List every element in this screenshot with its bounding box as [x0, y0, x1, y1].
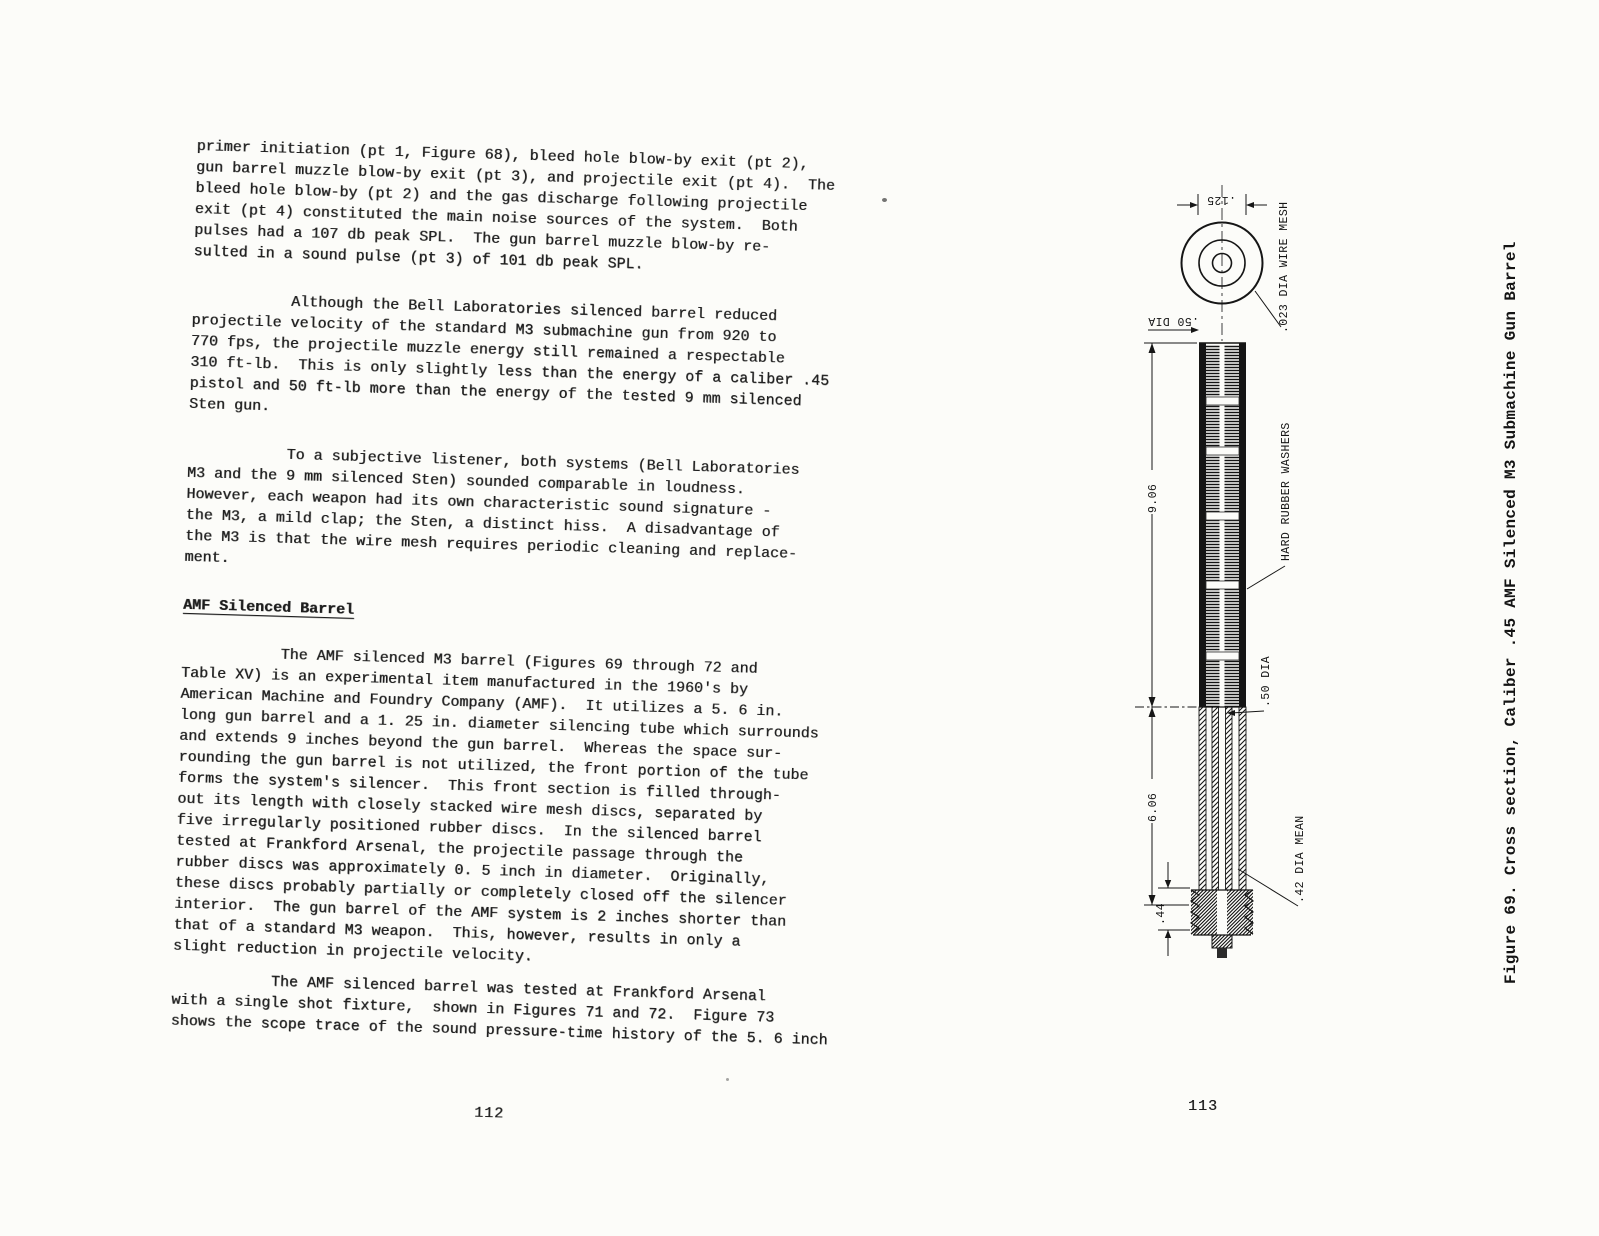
chamber-bore	[1217, 890, 1227, 935]
label-hole-dia: .125	[1206, 193, 1236, 206]
label-tube-dia-top: .50 DIA	[1147, 314, 1199, 327]
dim-length-lines	[1135, 343, 1197, 905]
label-rear-length: 6.06	[1147, 792, 1160, 822]
label-breech-length: .44	[1155, 903, 1168, 925]
section-heading: AMF Silenced Barrel	[182, 596, 355, 619]
breech-threads	[1191, 890, 1253, 958]
gun-barrel-section	[1199, 707, 1246, 890]
body-paragraph-2: Although the Bell Laboratories silenced barrel reduced projectile velocity of the standard M3 submachine gun from 920 to 770 fps, the projectile muzzle energy still remained a respectable 310 ft-lb. This is only slightly less than the energy of a caliber .45 pistol and 50 ft-lb more than the energy of the tested 9 mm silenced Sten gun.	[188, 290, 830, 416]
label-bore-dia: .42 DIA MEAN	[1294, 815, 1307, 903]
page-number-right: 113	[1188, 1098, 1219, 1115]
washers-leader-line	[1247, 566, 1285, 589]
barrel-wall-right	[1226, 707, 1233, 890]
barrel-wall-left	[1212, 707, 1219, 890]
tube-wall-left	[1199, 343, 1206, 707]
figure-caption: Figure 69. Cross section, Caliber .45 AMF Silenced M3 Submachine Gun Barrel	[1502, 241, 1520, 984]
breech-stub	[1212, 935, 1232, 948]
body-paragraph-3: To a subjective listener, both systems (Bell Laboratories M3 and the 9 mm silenced Sten) sounded comparable in loudness. However, each weapon had its own characteristic sound signature - the M3, a mild clap; the Sten, a distinct hiss. A disadvantage of the M3 is that the wire mesh requires periodic cleaning and replace- ment.	[184, 443, 800, 568]
body-paragraph-4: The AMF silenced M3 barrel (Figures 69 through 72 and Table XV) is an experimental item manufactured in the 1960's by American Machine and Foundry Company (AMF). It utilizes a 5. 6 in. long gun barrel and a 1. 25 in. diameter silencing tube which surrounds and extends 9 inches beyond the gun barrel. Whereas the space sur- rounding the gun barrel is not utilized, the front portion of the tube forms the system's silencer. This front section is filled through- out its length with closely stacked wire mesh discs, separated by five irregularly positioned rubber discs. In the silenced barrel tested at Frankford Arsenal, the projectile passage through the rubber discs was approximately 0. 5 inch in diameter. Originally, these discs probably partially or completely closed off the silencer interior. The gun barrel of the AMF system is 2 inches shorter than that of a standard M3 weapon. This, however, results in only a slight reduction in projectile velocity.	[172, 643, 819, 966]
figure-69-cross-section-drawing	[1040, 0, 1599, 1236]
body-paragraph-5: The AMF silenced barrel was tested at Frankford Arsenal with a single shot fixture, shown in Figures 71 and 72. Figure 73 shows the scope trace of the sound pressure-time history of the 5. 6 inch	[170, 970, 828, 1050]
silencer-tube	[1199, 343, 1246, 707]
label-passage-dia: .50 DIA	[1260, 655, 1273, 707]
page-number-left: 112	[473, 1104, 505, 1123]
label-wire-mesh: .023 DIA WIRE MESH	[1278, 201, 1291, 333]
breech-tip	[1217, 948, 1227, 958]
tube-wall-right	[1239, 343, 1246, 707]
left-page-text	[168, 136, 887, 1135]
scan-speck	[882, 198, 887, 202]
scan-speck	[726, 1078, 729, 1081]
label-rubber-washers: HARD RUBBER WASHERS	[1280, 422, 1293, 561]
body-paragraph-1: primer initiation (pt 1, Figure 68), bleed hole blow-by exit (pt 2), gun barrel muzzle blow-by exit (pt 3), and projectile exit (pt 4). The bleed hole blow-by (pt 2) and the gas discharge following projectile exit (pt 4) constituted the main noise sources of the system. Both pulses had a 107 db peak SPL. The gun barrel muzzle blow-by re- sulted in a sound pulse (pt 3) of 101 db peak SPL.	[193, 137, 836, 274]
label-front-length: 9.06	[1147, 483, 1160, 513]
